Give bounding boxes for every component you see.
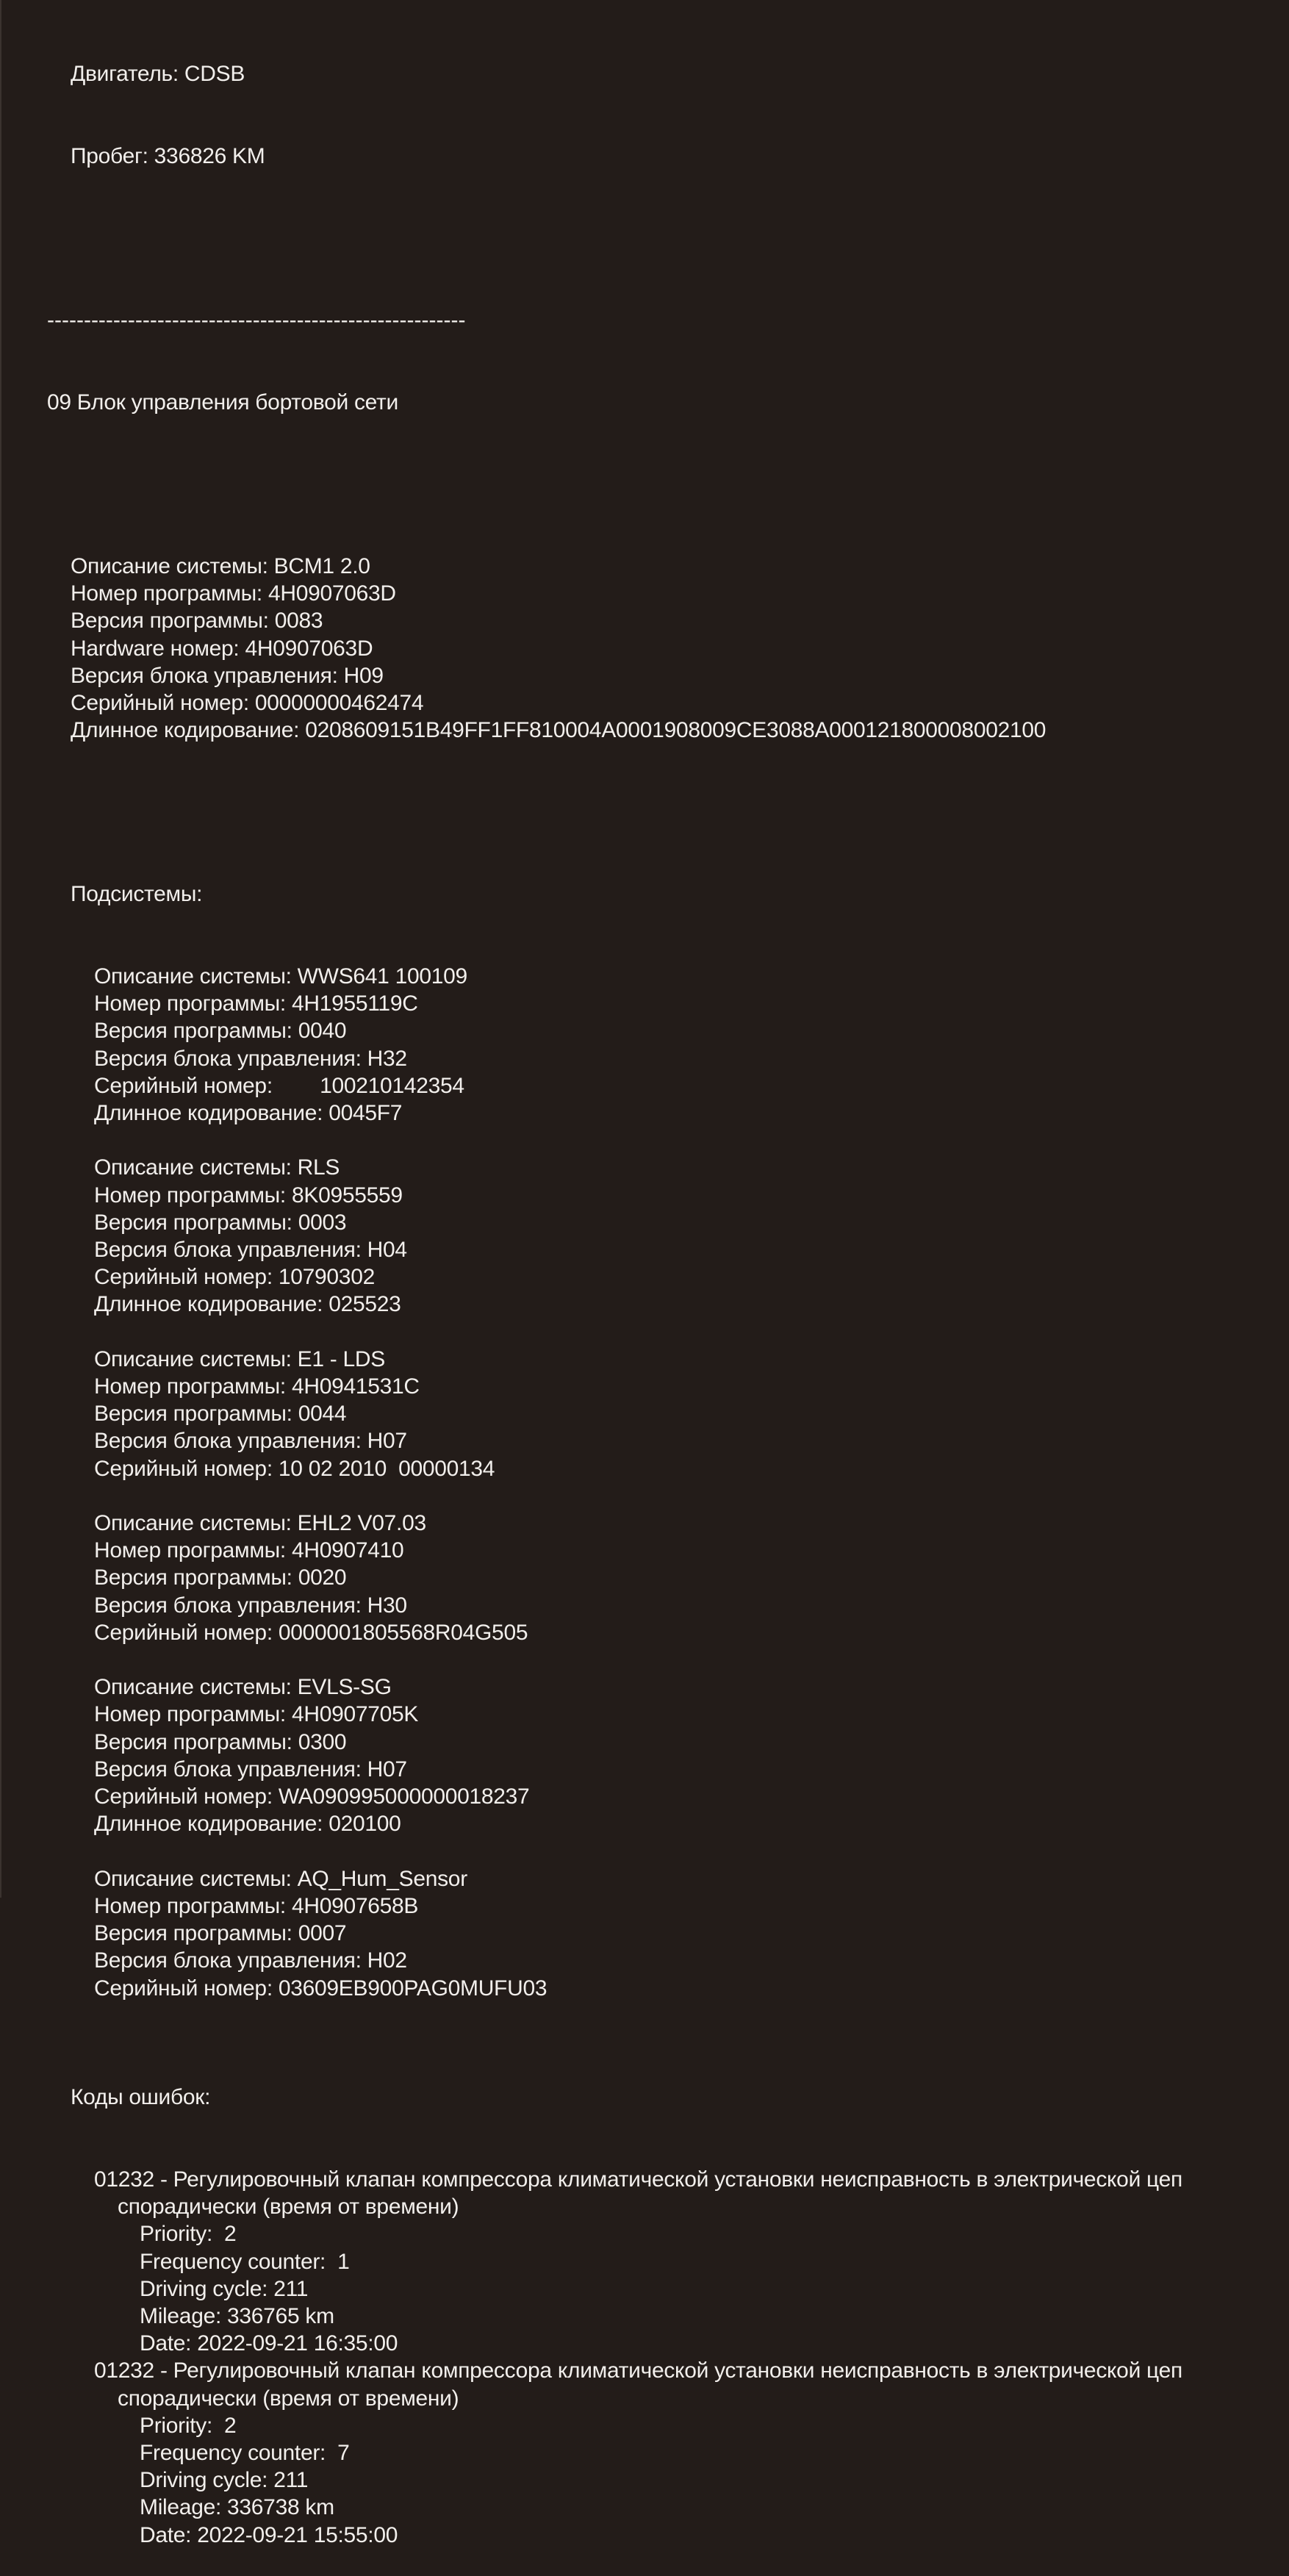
subsystem-line: Длинное кодирование: 0045F7 xyxy=(94,1101,403,1126)
module-info-section xyxy=(0,553,1289,744)
subsystem-line: Версия программы: 0044 xyxy=(94,1402,347,1427)
fault-detail-line: Frequency counter: 1 xyxy=(140,2249,350,2274)
spacer xyxy=(0,1127,1289,1154)
subsystems-label: Подсистемы: xyxy=(71,882,203,907)
subsystem-line: Серийный номер: WA090995000000018237 xyxy=(94,1784,530,1809)
fault-detail-line: Date: 2022-09-21 16:35:00 xyxy=(140,2331,398,2356)
spacer xyxy=(0,470,1289,498)
subsystem-line: Серийный номер: 0000001805568R04G505 xyxy=(94,1620,528,1645)
subsystem-line: Номер программы: 4H1955119C xyxy=(94,991,418,1016)
fault-detail-line: Driving cycle: 211 xyxy=(140,2276,309,2301)
subsystem-line: Описание системы: RLS xyxy=(94,1155,340,1180)
subsystem-line: Описание системы: WWS641 100109 xyxy=(94,964,467,989)
subsystem-line: Версия блока управления: H02 xyxy=(94,1948,407,1973)
module-info-line: Длинное кодирование: 0208609151B49FF1FF810004A0001908009CE3088A000121800008002100 xyxy=(71,718,1046,743)
subsystem-line: Версия блока управления: H07 xyxy=(94,1757,407,1782)
subsystem-line: Версия программы: 0040 xyxy=(94,1019,347,1044)
subsystem-line: Описание системы: EHL2 V07.03 xyxy=(94,1511,426,1536)
fault-detail-line: Frequency counter: 7 xyxy=(140,2440,350,2465)
spacer xyxy=(0,1838,1289,1865)
spacer xyxy=(0,1482,1289,1510)
fault-title-line: 01232 - Регулировочный клапан компрессора климатической установки неисправность в электрической цеп xyxy=(94,2167,1182,2192)
spacer xyxy=(0,799,1289,826)
subsystem-line: Версия блока управления: H07 xyxy=(94,1429,407,1454)
fault-subtitle-line: спорадически (время от времени) xyxy=(118,2386,459,2411)
subsystem-line: Версия программы: 0007 xyxy=(94,1921,347,1946)
module-title: 09 Блок управления бортовой сети xyxy=(47,390,398,415)
subsystem-line: Версия блока управления: H04 xyxy=(94,1238,407,1263)
subsystem-line: Серийный номер: 10 02 2010 00000134 xyxy=(94,1456,495,1481)
fault-detail-line: Priority: 2 xyxy=(140,2413,237,2438)
fault-subtitle-line: спорадически (время от времени) xyxy=(118,2195,459,2220)
module-info-line: Описание системы: BCM1 2.0 xyxy=(71,554,370,579)
subsystem-line: Версия программы: 0020 xyxy=(94,1565,347,1590)
subsystem-line: Описание системы: EVLS-SG xyxy=(94,1675,392,1700)
spacer xyxy=(0,225,1289,252)
module-info-line: Номер программы: 4H0907063D xyxy=(71,581,396,606)
module-info-line: Hardware номер: 4H0907063D xyxy=(71,636,373,661)
subsystem-line: Номер программы: 8K0955559 xyxy=(94,1183,403,1208)
faults-section xyxy=(0,2166,1289,2549)
subsystem-line: Версия программы: 0003 xyxy=(94,1210,347,1235)
subsystems-section xyxy=(0,963,1289,2029)
subsystem-line: Серийный номер: 03609EB900PAG0MUFU03 xyxy=(94,1976,547,2001)
subsystem-line: Номер программы: 4H0907705K xyxy=(94,1702,419,1727)
fault-detail-line: Mileage: 336765 km xyxy=(140,2303,334,2328)
subsystem-line: Номер программы: 4H0941531C xyxy=(94,1374,420,1399)
subsystem-line: Номер программы: 4H0907410 xyxy=(94,1538,404,1563)
fault-detail-line: Priority: 2 xyxy=(140,2222,237,2247)
subsystem-line: Версия программы: 0300 xyxy=(94,1729,347,1754)
faults-label: Коды ошибок: xyxy=(71,2085,211,2110)
subsystem-line: Длинное кодирование: 025523 xyxy=(94,1292,401,1317)
fault-title-line: 01232 - Регулировочный клапан компрессора климатической установки неисправность в электрической цеп xyxy=(94,2358,1182,2383)
fault-detail-line: Date: 2022-09-21 15:55:00 xyxy=(140,2522,398,2547)
spacer xyxy=(0,1646,1289,1673)
subsystem-line: Серийный номер: 100210142354 xyxy=(94,1073,464,1098)
subsystem-line: Версия блока управления: H32 xyxy=(94,1046,407,1071)
fault-detail-line: Driving cycle: 211 xyxy=(140,2468,309,2493)
module-info-line: Серийный номер: 00000000462474 xyxy=(71,691,424,716)
vehicle-engine-line: Двигатель: CDSB xyxy=(71,62,245,87)
module-info-line: Версия программы: 0083 xyxy=(71,609,323,634)
subsystem-line: Серийный номер: 10790302 xyxy=(94,1265,375,1290)
subsystem-line: Описание системы: E1 - LDS xyxy=(94,1346,385,1371)
subsystem-line: Описание системы: AQ_Hum_Sensor xyxy=(94,1866,467,1891)
module-info-line: Версия блока управления: H09 xyxy=(71,663,384,688)
subsystem-line: Номер программы: 4H0907658B xyxy=(94,1893,419,1918)
fault-detail-line: Mileage: 336738 km xyxy=(140,2495,334,2520)
vehicle-mileage-line: Пробег: 336826 KM xyxy=(71,144,265,169)
spacer xyxy=(0,1319,1289,1346)
subsystem-line: Версия блока управления: H30 xyxy=(94,1593,407,1618)
separator-line: --------------------------------------------------------- xyxy=(47,308,466,333)
spacer xyxy=(0,2002,1289,2029)
subsystem-line: Длинное кодирование: 020100 xyxy=(94,1812,401,1837)
